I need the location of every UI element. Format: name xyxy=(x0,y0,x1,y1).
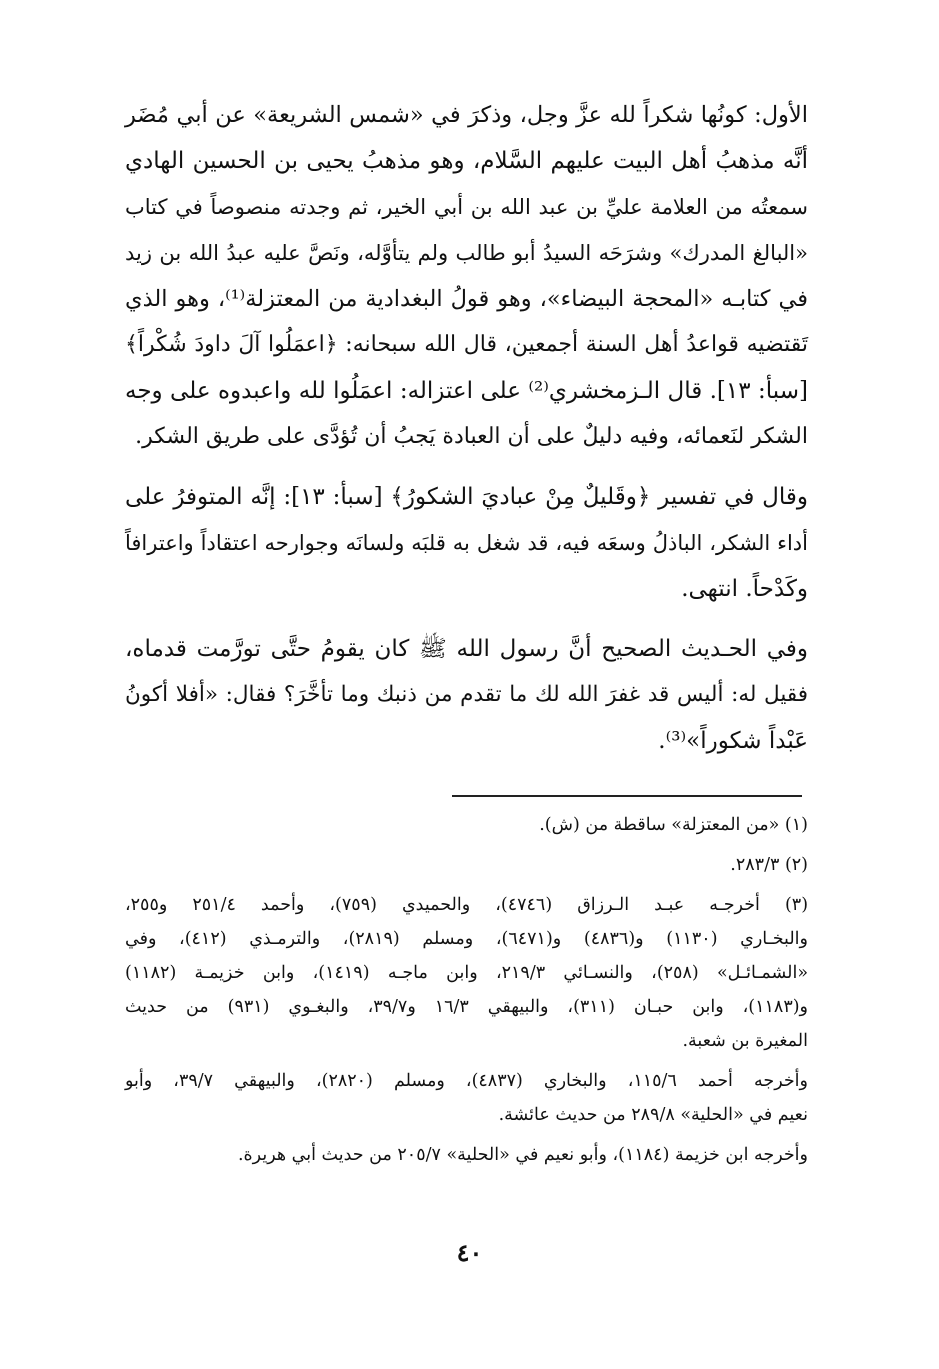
footnote-1 xyxy=(125,808,808,842)
text-line: [سبأ: ١٣]. قال الـزمخشري⁽²⁾ على اعتزاله: اعمَلُوا لله واعبدوه على وجه xyxy=(125,378,808,404)
page-number: ٤٠ xyxy=(456,1238,483,1267)
footnote-3-continued-2 xyxy=(125,1138,808,1172)
text-line: وكَدْحاً. انتهى. xyxy=(681,576,808,602)
paragraph-3 xyxy=(125,626,808,764)
text-line: عَبْداً شكوراً»⁽³⁾. xyxy=(658,728,808,754)
text-line: الشكر لنَعمائه، وفيه دليلٌ على أن العبادة يَجبُ أن تُؤدَّى على طريق الشكر. xyxy=(135,424,808,449)
footnote-separator xyxy=(452,795,802,797)
text-line: الأول: كونُها شكراً لله عزَّ وجل، وذكرَ في «شمس الشريعة» عن أبي مُضَر xyxy=(125,102,808,128)
text-line: أنَّه مذهبُ أهل البيت عليهم السَّلام، وهو مذهبُ يحيى بن الحسين الهادي xyxy=(125,148,808,174)
footnote-3 xyxy=(125,888,808,1058)
footnote-line: (٢) ٢٨٣/٣. xyxy=(730,855,808,875)
footnote-line: المغيرة بن شعبة. xyxy=(682,1031,808,1051)
footnote-line: وأخرجه أحمد ١١٥/٦، والبخاري (٤٨٣٧)، ومسلم (٢٨٢٠)، والبيهقي ٣٩/٧، وأبو xyxy=(125,1071,808,1091)
text-line: أداء الشكر، الباذلُ وسعَه فيه، قد شغل به قلبَه ولسانَه وجوارحه اعتقاداً واعترافاً xyxy=(125,531,808,555)
text-line: في كتابـه «المحجة البيضاء»، وهو قولُ البغدادية من المعتزلة⁽¹⁾، وهو الذي xyxy=(125,286,808,312)
paragraph-1 xyxy=(125,92,808,460)
text-line: وفي الحـديث الصحيح أنَّ رسول الله ﷺ كان يقومُ حتَّى تورَّمت قدماه، xyxy=(125,636,808,662)
text-line: تَقتضيه قواعدُ أهل السنة أجمعين، قال الله سبحانه: ﴿اعمَلُوا آلَ داودَ شُكْراً﴾ xyxy=(125,332,808,357)
main-text xyxy=(125,92,808,778)
text-line: فقيل له: أليس قد غفرَ الله لك ما تقدم من ذنبك وما تأخَّرَ؟ فقال: «أفلا أكونُ xyxy=(125,682,808,707)
text-line: وقال في تفسير ﴿وقَليلٌ مِنْ عباديَ الشكورُ﴾ [سبأ: ١٣]: إنَّه المتوفرُ على xyxy=(125,484,808,510)
footnote-line: «الشمـائـل» (٢٥٨)، والنسـائي ٢١٩/٣، وابن ماجـه (١٤١٩)، وابن خزيمـة (١١٨٢) xyxy=(125,963,809,983)
footnote-line: نعيم في «الحلية» ٢٨٩/٨ من حديث عائشة. xyxy=(498,1105,808,1125)
footnote-line: (١) «من المعتزلة» ساقطة من (ش). xyxy=(539,815,808,835)
paragraph-2 xyxy=(125,474,808,612)
footnote-line: والبخـاري (١١٣٠) و(٤٨٣٦) و(٦٤٧١)، ومسلم (٢٨١٩)، والترمـذي (٤١٢)، وفي xyxy=(125,929,808,949)
text-line: «البالغ المدرك» وشرَحَه السيدُ أبو طالب ولم يتأوَّله، ونَصَّ عليه عبدُ الله بن زيد xyxy=(125,241,808,265)
footnote-line: و(١١٨٣)، وابن حبـان (٣١١)، والبيهقي ١٦/٣ و٣٩/٧، والبغـوي (٩٣١) من حديث xyxy=(125,997,809,1017)
text-line: سمعتُه من العلامة عليِّ بن عبد الله بن أبي الخير، ثم وجدته منصوصاً في كتاب xyxy=(125,195,808,219)
footnote-2 xyxy=(125,848,808,882)
footnote-3-continued xyxy=(125,1064,808,1132)
footnote-line: (٣) أخرجـه عبـد الـرزاق (٤٧٤٦)، والحميدي (٧٥٩)، وأحمد ٢٥١/٤ و٢٥٥، xyxy=(125,895,809,915)
footnote-line: وأخرجه ابن خزيمة (١١٨٤)، وأبو نعيم في «الحلية» ٢٠٥/٧ من حديث أبي هريرة. xyxy=(237,1145,808,1165)
footnotes xyxy=(125,808,808,1178)
